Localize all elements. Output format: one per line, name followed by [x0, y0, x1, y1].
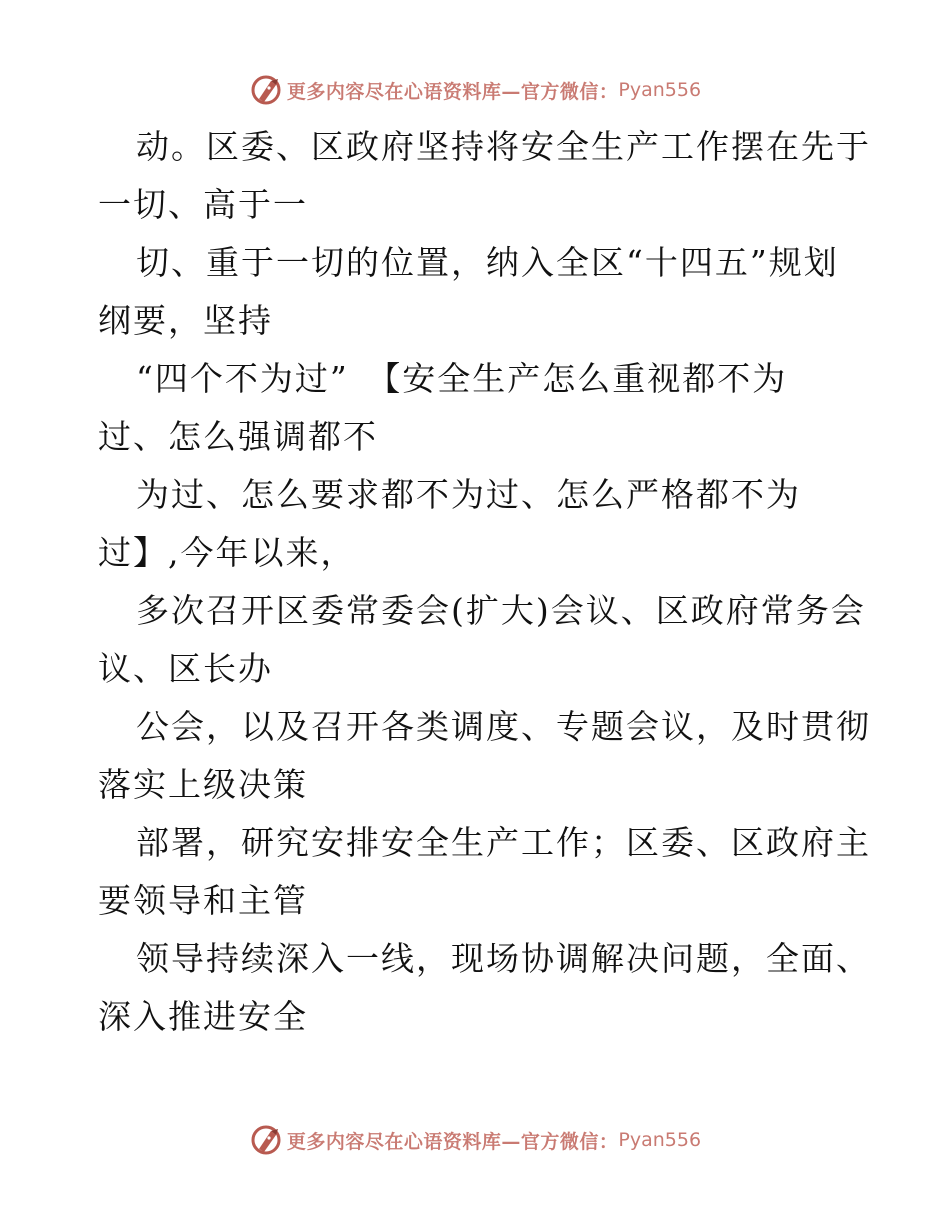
text-line: 多次召开区委常委会(扩大)会议、区政府常务会	[136, 591, 866, 630]
watermark-wechat-id: Pyan556	[618, 1129, 702, 1151]
text-line: 落实上级决策	[98, 765, 308, 804]
document-body	[98, 118, 871, 1046]
text-line: 部署，研究安排安全生产工作；区委、区政府主	[136, 823, 871, 862]
watermark-wechat-id: Pyan556	[618, 79, 702, 101]
text-line: 切、重于一切的位置，纳入全区“十四五”规划	[136, 243, 839, 282]
text-line: 过】,今年以来，	[98, 533, 356, 572]
watermark-text: 更多内容尽在心语资料库—官方微信：	[286, 1130, 619, 1153]
text-line: 公会，以及召开各类调度、专题会议，及时贯彻	[136, 707, 871, 746]
header-watermark	[0, 70, 950, 110]
text-line: 动。区委、区政府坚持将安全生产工作摆在先于	[136, 127, 871, 166]
text-line: 领导持续深入一线，现场协调解决问题，全面、	[136, 939, 871, 978]
text-line: 过、怎么强调都不	[98, 417, 378, 456]
pen-nib-circle-icon	[249, 1123, 283, 1157]
text-line: 纲要，坚持	[98, 301, 273, 340]
footer-watermark	[0, 1120, 950, 1160]
text-line: 要领导和主管	[98, 881, 308, 920]
watermark-text: 更多内容尽在心语资料库—官方微信：	[286, 80, 619, 103]
text-line: 深入推进安全	[98, 997, 308, 1036]
text-line: 议、区长办	[98, 649, 273, 688]
text-line: 一切、高于一	[98, 185, 308, 224]
text-line: “四个不为过” 【安全生产怎么重视都不为	[136, 359, 788, 398]
text-line: 为过、怎么要求都不为过、怎么严格都不为	[136, 475, 801, 514]
pen-nib-circle-icon	[249, 73, 283, 107]
